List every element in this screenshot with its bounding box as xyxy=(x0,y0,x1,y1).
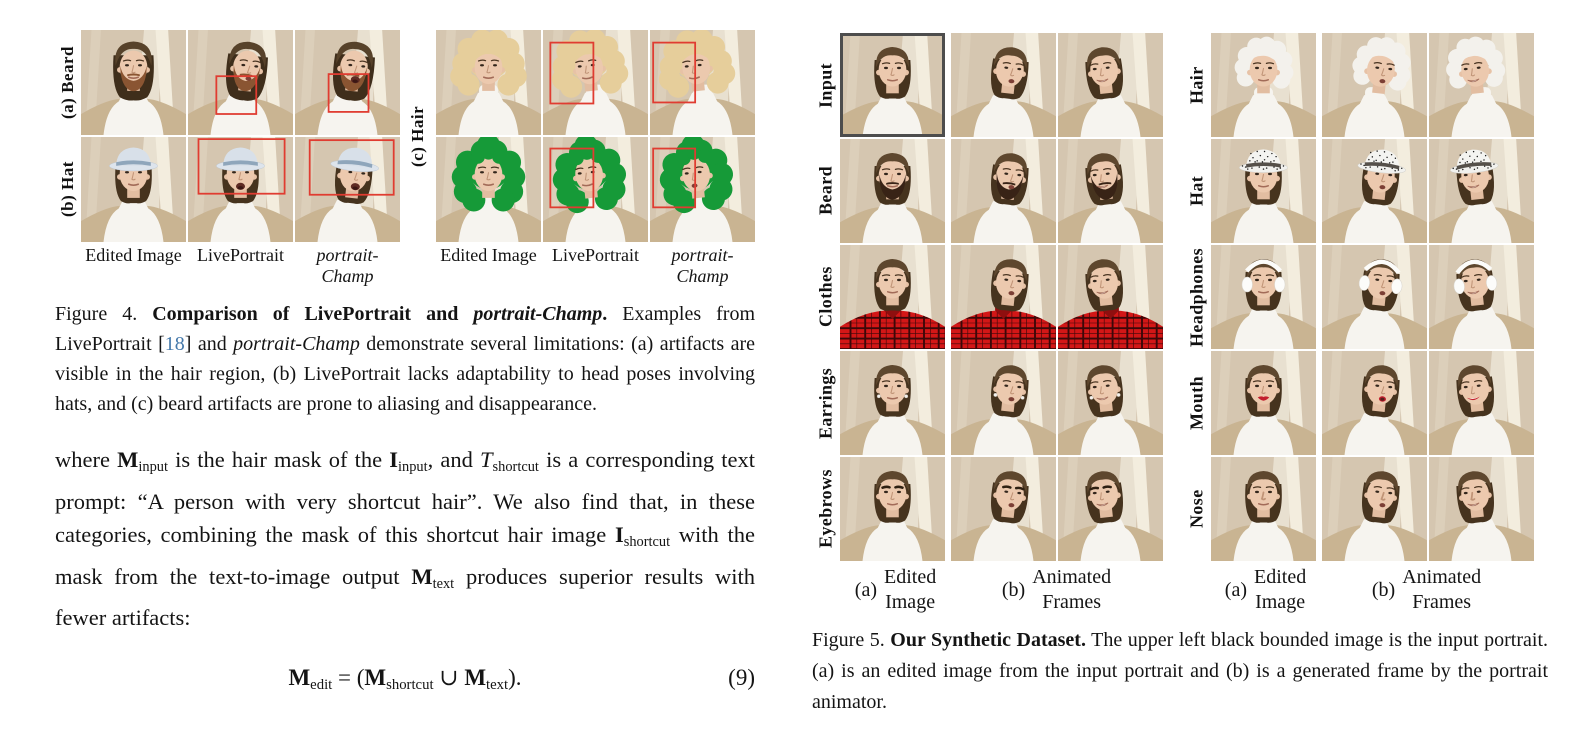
portrait-cell xyxy=(81,30,186,135)
portrait-cell xyxy=(1211,139,1316,243)
text-segment: M xyxy=(464,664,487,690)
figure-5-row-label: Hair xyxy=(1186,66,1207,104)
portrait-illustration xyxy=(1429,139,1534,243)
text-segment: text xyxy=(432,575,455,592)
portrait-illustration xyxy=(436,30,541,135)
portrait-cell xyxy=(1322,245,1427,349)
portrait-illustration xyxy=(543,30,648,135)
figure-4-column-labels xyxy=(55,245,755,287)
portrait-illustration xyxy=(1211,139,1316,243)
column-label: Edited Image xyxy=(85,245,182,265)
figure-5-row-label: Earrings xyxy=(815,367,836,439)
text-segment: shortcut xyxy=(623,534,671,551)
text-segment: produces superior results with fewer artifacts: xyxy=(55,563,755,631)
portrait-cell xyxy=(1429,245,1534,349)
portrait-cell xyxy=(1211,33,1316,137)
figure-row xyxy=(1211,245,1534,349)
figure-5-row-label: Eyebrows xyxy=(815,469,836,549)
text-segment: Figure 5. xyxy=(812,629,891,651)
figure-5-row-labels-left xyxy=(812,33,840,561)
figure-5-sublabel xyxy=(1210,565,1321,615)
figure-5-row-label: Mouth xyxy=(1186,376,1207,431)
equation-number: (9) xyxy=(728,664,755,690)
portrait-illustration xyxy=(1211,351,1316,455)
figure-4-label-row xyxy=(81,245,400,287)
portrait-illustration xyxy=(543,137,648,242)
figure-5-sublabel xyxy=(840,565,951,615)
text-segment: Comparison of LivePortrait and xyxy=(152,303,474,325)
portrait-illustration xyxy=(1211,457,1316,561)
figure-4-group-1 xyxy=(81,30,400,242)
portrait-cell xyxy=(1322,33,1427,137)
figure-5 xyxy=(812,33,1548,718)
spacer xyxy=(400,245,436,287)
portrait-illustration xyxy=(1322,139,1427,243)
portrait-cell xyxy=(1058,33,1163,137)
text-segment: T xyxy=(480,447,493,472)
left-column xyxy=(55,30,755,699)
portrait-illustration xyxy=(951,139,1056,243)
portrait-cell xyxy=(295,137,400,242)
citation-link[interactable]: 18 xyxy=(164,333,185,355)
figure-5-row-label: Clothes xyxy=(815,266,836,328)
text-segment: M xyxy=(117,447,139,472)
portrait-cell xyxy=(1058,139,1163,243)
text-segment: Examples from LivePortrait [ xyxy=(55,303,756,355)
figure-5-row-label: Beard xyxy=(815,166,836,216)
figure-5-sublabel xyxy=(951,565,1162,615)
portrait-cell xyxy=(1211,351,1316,455)
sublabel-text: Animated Frames xyxy=(1402,566,1482,613)
figure-4-group-2 xyxy=(436,30,755,242)
portrait-illustration xyxy=(951,33,1056,137)
portrait-illustration xyxy=(650,137,755,242)
column-label: portrait-Champ xyxy=(671,245,734,286)
portrait-illustration xyxy=(1322,351,1427,455)
figure-4-mid-label: (c) Hair xyxy=(408,105,427,167)
spacer xyxy=(1163,33,1183,561)
portrait-cell xyxy=(1429,139,1534,243)
text-segment: input xyxy=(138,459,168,476)
figure-5-sublabel xyxy=(1321,565,1532,615)
portrait-illustration xyxy=(1058,351,1163,455)
text-segment: edit xyxy=(310,676,333,693)
figure-5-row-label: Hat xyxy=(1186,175,1207,207)
column-label: LivePortrait xyxy=(197,245,284,265)
portrait-cell xyxy=(951,139,1056,243)
portrait-illustration xyxy=(951,351,1056,455)
text-segment: I xyxy=(389,447,399,472)
figure-4-row-label: (b) Hat xyxy=(58,161,77,217)
portrait-cell xyxy=(1058,351,1163,455)
spacer xyxy=(55,245,81,287)
figure-5-row-label: Nose xyxy=(1186,489,1207,529)
figure-5-row-label: Headphones xyxy=(1186,247,1207,347)
portrait-cell xyxy=(951,245,1056,349)
portrait-illustration xyxy=(1429,245,1534,349)
portrait-illustration xyxy=(81,30,186,135)
sublabel-tag: (b) xyxy=(1371,578,1396,601)
portrait-cell xyxy=(1211,457,1316,561)
portrait-cell xyxy=(840,457,945,561)
spacer xyxy=(812,565,840,615)
sublabel-tag: (a) xyxy=(854,578,877,601)
figure-5-image-grid xyxy=(812,33,1548,561)
portrait-illustration xyxy=(840,457,945,561)
column-label: Edited Image xyxy=(440,245,537,265)
portrait-cell xyxy=(1429,33,1534,137)
equation-body xyxy=(288,664,522,693)
text-segment: M xyxy=(364,664,387,690)
portrait-cell xyxy=(1429,457,1534,561)
text-segment: where xyxy=(55,447,118,472)
text-segment: Our Synthetic Dataset. xyxy=(890,629,1086,651)
portrait-illustration xyxy=(1322,33,1427,137)
figure-5-row-labels-right xyxy=(1183,33,1211,561)
portrait-cell xyxy=(1322,457,1427,561)
sublabel-text: Animated Frames xyxy=(1032,566,1112,613)
text-segment: M xyxy=(411,563,433,589)
portrait-illustration xyxy=(1058,33,1163,137)
portrait-cell xyxy=(543,30,648,135)
portrait-cell xyxy=(650,137,755,242)
column-label: LivePortrait xyxy=(552,245,639,265)
portrait-illustration xyxy=(188,30,293,135)
portrait-cell xyxy=(188,30,293,135)
sublabel-text: Edited Image xyxy=(1253,566,1307,613)
text-segment: ∪ xyxy=(433,664,465,690)
figure-row xyxy=(840,33,1163,137)
portrait-illustration xyxy=(295,30,400,135)
figure-row xyxy=(840,351,1163,455)
right-column xyxy=(812,33,1548,718)
text-segment: I xyxy=(614,522,624,548)
figure-row xyxy=(840,457,1163,561)
portrait-cell xyxy=(840,139,945,243)
portrait-illustration xyxy=(188,137,293,242)
sublabel-text: Edited Image xyxy=(883,566,937,613)
portrait-illustration xyxy=(951,245,1056,349)
portrait-illustration xyxy=(1322,457,1427,561)
portrait-illustration xyxy=(295,137,400,242)
portrait-cell xyxy=(650,30,755,135)
portrait-illustration xyxy=(1429,351,1534,455)
portrait-cell xyxy=(951,33,1056,137)
portrait-cell xyxy=(840,351,945,455)
portrait-cell xyxy=(1058,457,1163,561)
figure-4-row-label: (a) Beard xyxy=(58,46,77,120)
portrait-cell xyxy=(951,457,1056,561)
figure-row xyxy=(1211,457,1534,561)
figure-5-caption xyxy=(812,625,1548,718)
portrait-cell xyxy=(951,351,1056,455)
portrait-cell xyxy=(295,30,400,135)
portrait-cell xyxy=(436,137,541,242)
figure-5-column-labels xyxy=(812,565,1548,615)
portrait-illustration xyxy=(1322,245,1427,349)
portrait-illustration xyxy=(1058,139,1163,243)
portrait-illustration xyxy=(1058,245,1163,349)
text-segment: Figure 4. xyxy=(55,303,153,325)
portrait-cell xyxy=(81,137,186,242)
portrait-illustration xyxy=(840,245,945,349)
text-segment: ] and xyxy=(184,333,234,355)
text-segment: is a corresponding text prompt: “A person with very shortcut hair”. We also find that, in these categories, combining the mask of this shortcut hair image xyxy=(55,447,755,548)
figure-row xyxy=(840,139,1163,243)
portrait-illustration xyxy=(840,351,945,455)
figure-5-grid-right xyxy=(1211,33,1534,561)
text-segment: shortcut xyxy=(386,676,434,693)
sublabel-tag: (a) xyxy=(1224,578,1247,601)
text-segment: input xyxy=(398,459,428,476)
figure-5-row-label: Input xyxy=(815,62,836,108)
figure-4-image-grid xyxy=(55,30,755,242)
portrait-illustration xyxy=(1211,33,1316,137)
portrait-cell xyxy=(436,30,541,135)
figure-5-grid-left xyxy=(840,33,1163,561)
body-paragraph xyxy=(55,443,755,635)
portrait-cell xyxy=(543,137,648,242)
figure-4-label-row xyxy=(436,245,755,287)
text-segment: text xyxy=(486,676,509,693)
figure-row xyxy=(1211,33,1534,137)
figure-row xyxy=(1211,351,1534,455)
portrait-illustration xyxy=(81,137,186,242)
portrait-illustration xyxy=(951,457,1056,561)
portrait-illustration xyxy=(840,139,945,243)
column-label: portrait-Champ xyxy=(316,245,379,286)
portrait-cell xyxy=(188,137,293,242)
portrait-cell xyxy=(1211,245,1316,349)
portrait-cell xyxy=(840,245,945,349)
text-segment: ). xyxy=(508,664,522,690)
figure-row xyxy=(840,245,1163,349)
text-segment: M xyxy=(288,664,311,690)
figure-4-caption xyxy=(55,299,755,419)
portrait-illustration xyxy=(1429,33,1534,137)
text-segment: = ( xyxy=(332,664,365,690)
portrait-illustration xyxy=(1211,245,1316,349)
figure-4-row-labels xyxy=(55,30,81,242)
text-segment: portrait-Champ xyxy=(473,303,603,325)
sublabel-tag: (b) xyxy=(1001,578,1026,601)
portrait-cell xyxy=(1058,245,1163,349)
spacer xyxy=(1182,565,1210,615)
text-segment: portrait-Champ xyxy=(233,333,360,355)
portrait-cell xyxy=(840,33,945,137)
portrait-illustration xyxy=(1058,457,1163,561)
portrait-cell xyxy=(1322,139,1427,243)
portrait-cell xyxy=(1429,351,1534,455)
equation-9 xyxy=(55,665,755,699)
text-segment: is the hair mask of the xyxy=(167,447,390,472)
text-segment: demonstrate several limitations: (a) artifacts are visible in the hair region, (b) LivePortrait lacks adaptability to head poses involving hats, and (c) beard artifacts are prone to aliasing and disappearance. xyxy=(55,333,755,415)
portrait-illustration xyxy=(436,137,541,242)
portrait-cell xyxy=(1322,351,1427,455)
text-segment: . xyxy=(602,303,608,325)
figure-4 xyxy=(55,30,755,419)
text-segment: , and xyxy=(427,447,481,472)
text-segment: with the mask from the text-to-image output xyxy=(55,522,755,589)
portrait-illustration xyxy=(840,33,945,137)
text-segment: shortcut xyxy=(492,459,539,476)
figure-row xyxy=(1211,139,1534,243)
text-segment: The upper left black bounded image is the input portrait. (a) is an edited image from the input portrait and (b) is a generated frame by the portrait animator. xyxy=(812,629,1548,713)
portrait-illustration xyxy=(650,30,755,135)
portrait-illustration xyxy=(1429,457,1534,561)
